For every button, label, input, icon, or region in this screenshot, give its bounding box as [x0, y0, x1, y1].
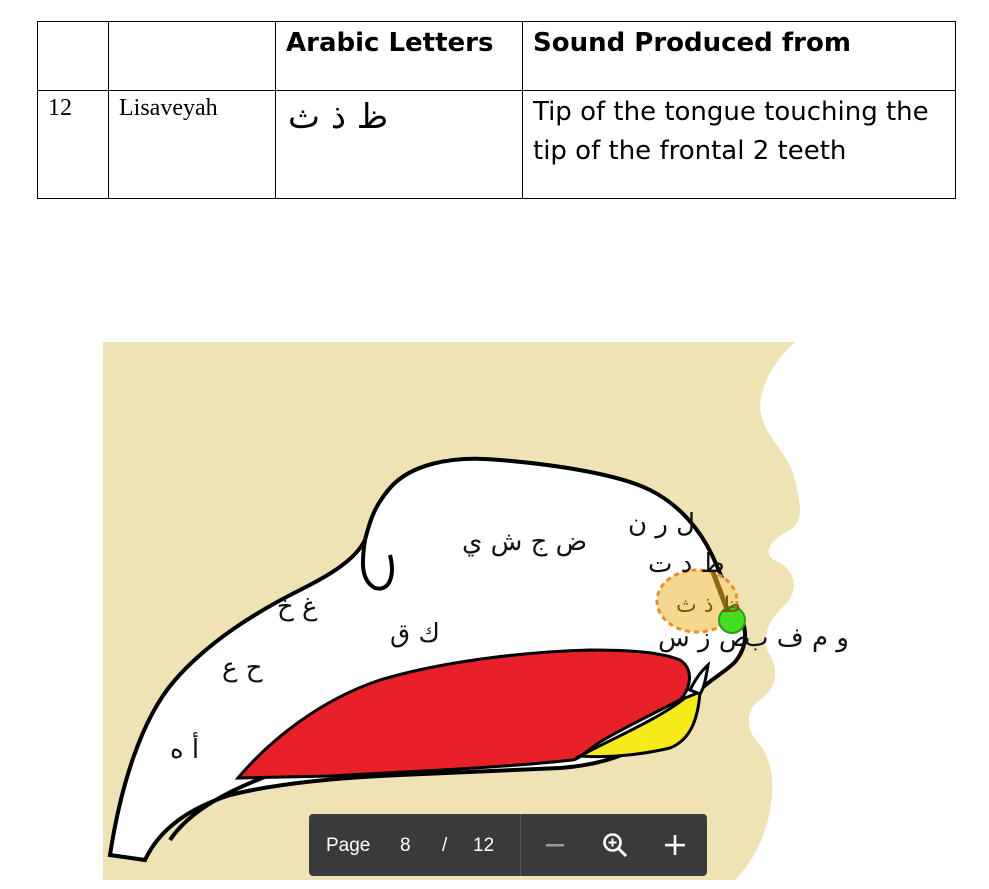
- label-hamza-ha: أ ه: [170, 735, 200, 765]
- label-sad-sin-za: ص ز س: [658, 623, 751, 653]
- pager-divider: [520, 814, 521, 876]
- header-sound-produced: Sound Produced from: [523, 22, 956, 91]
- row-name: Lisaveyah: [109, 91, 276, 199]
- label-dad-jim-shin-ya: ض ج ش ي: [462, 527, 588, 557]
- row-number: 12: [38, 91, 109, 199]
- row-sound-description: Tip of the tongue touching the tip of the frontal 2 teeth: [523, 91, 956, 199]
- row-arabic-letters: ظ ذ ث: [276, 91, 523, 199]
- current-page-input[interactable]: 8: [400, 835, 411, 856]
- minus-icon: [543, 833, 567, 857]
- label-lam-ra-nun: ل ر ن: [628, 509, 696, 539]
- zoom-out-button[interactable]: [535, 825, 575, 865]
- zoom-fit-button[interactable]: [595, 825, 635, 865]
- label-ghayn-kha: غ خ: [277, 592, 318, 622]
- page-separator: /: [442, 835, 448, 856]
- label-waw-mim-fa-ba: و م ف ب: [744, 623, 849, 653]
- page-navigation-bar: [309, 814, 707, 876]
- total-pages: 12: [473, 835, 495, 856]
- label-kaf-qaf: ك ق: [390, 619, 440, 649]
- label-ayn-ha: ح ع: [222, 653, 263, 683]
- label-zha-dhal-tha: ظ ذ ث: [676, 593, 741, 618]
- page-label: Page: [326, 835, 371, 856]
- zoom-in-button[interactable]: [655, 825, 695, 865]
- zoom-icon: [601, 831, 629, 859]
- header-arabic-letters: Arabic Letters: [276, 22, 523, 91]
- label-ta-dal-ta: ط د ت: [648, 549, 725, 579]
- plus-icon: [663, 833, 687, 857]
